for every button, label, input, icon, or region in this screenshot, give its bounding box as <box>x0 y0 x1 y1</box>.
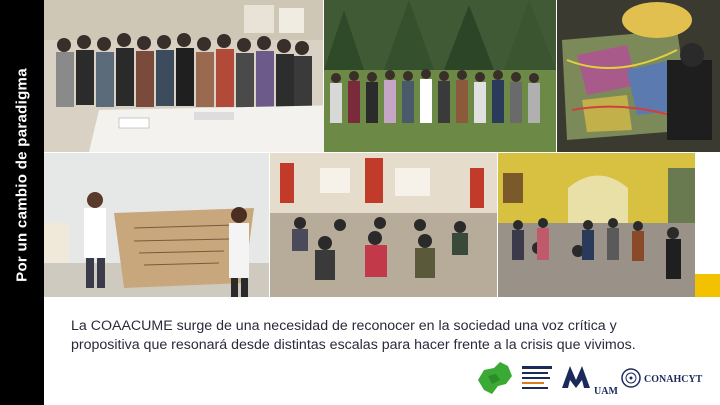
photo-courtyard-gathering <box>498 153 695 297</box>
caption-text: La COAACUME surge de una necesidad de reconocer en la sociedad una voz crítica y propositiva que resonará desde distintas escalas para hacer frente a la crisis que vivimos. <box>71 318 636 353</box>
uam-label: UAM <box>594 386 618 397</box>
photo-group-meeting-room <box>44 0 323 152</box>
logo-green-map <box>474 358 516 398</box>
photo-circle-discussion-hall <box>270 153 497 297</box>
conahcyt-label: CONAHCYT <box>644 374 703 385</box>
sidebar <box>0 0 44 405</box>
photo-map-drawing-table <box>557 0 720 152</box>
sidebar-title: Por un cambio de paradigma <box>13 68 31 282</box>
accent-bar <box>695 274 720 297</box>
photo-presentation-paper-wall <box>44 153 269 297</box>
photo-group-outdoor-forest <box>324 0 556 152</box>
logo-conahcyt <box>620 358 710 398</box>
logo-uam <box>520 358 618 398</box>
